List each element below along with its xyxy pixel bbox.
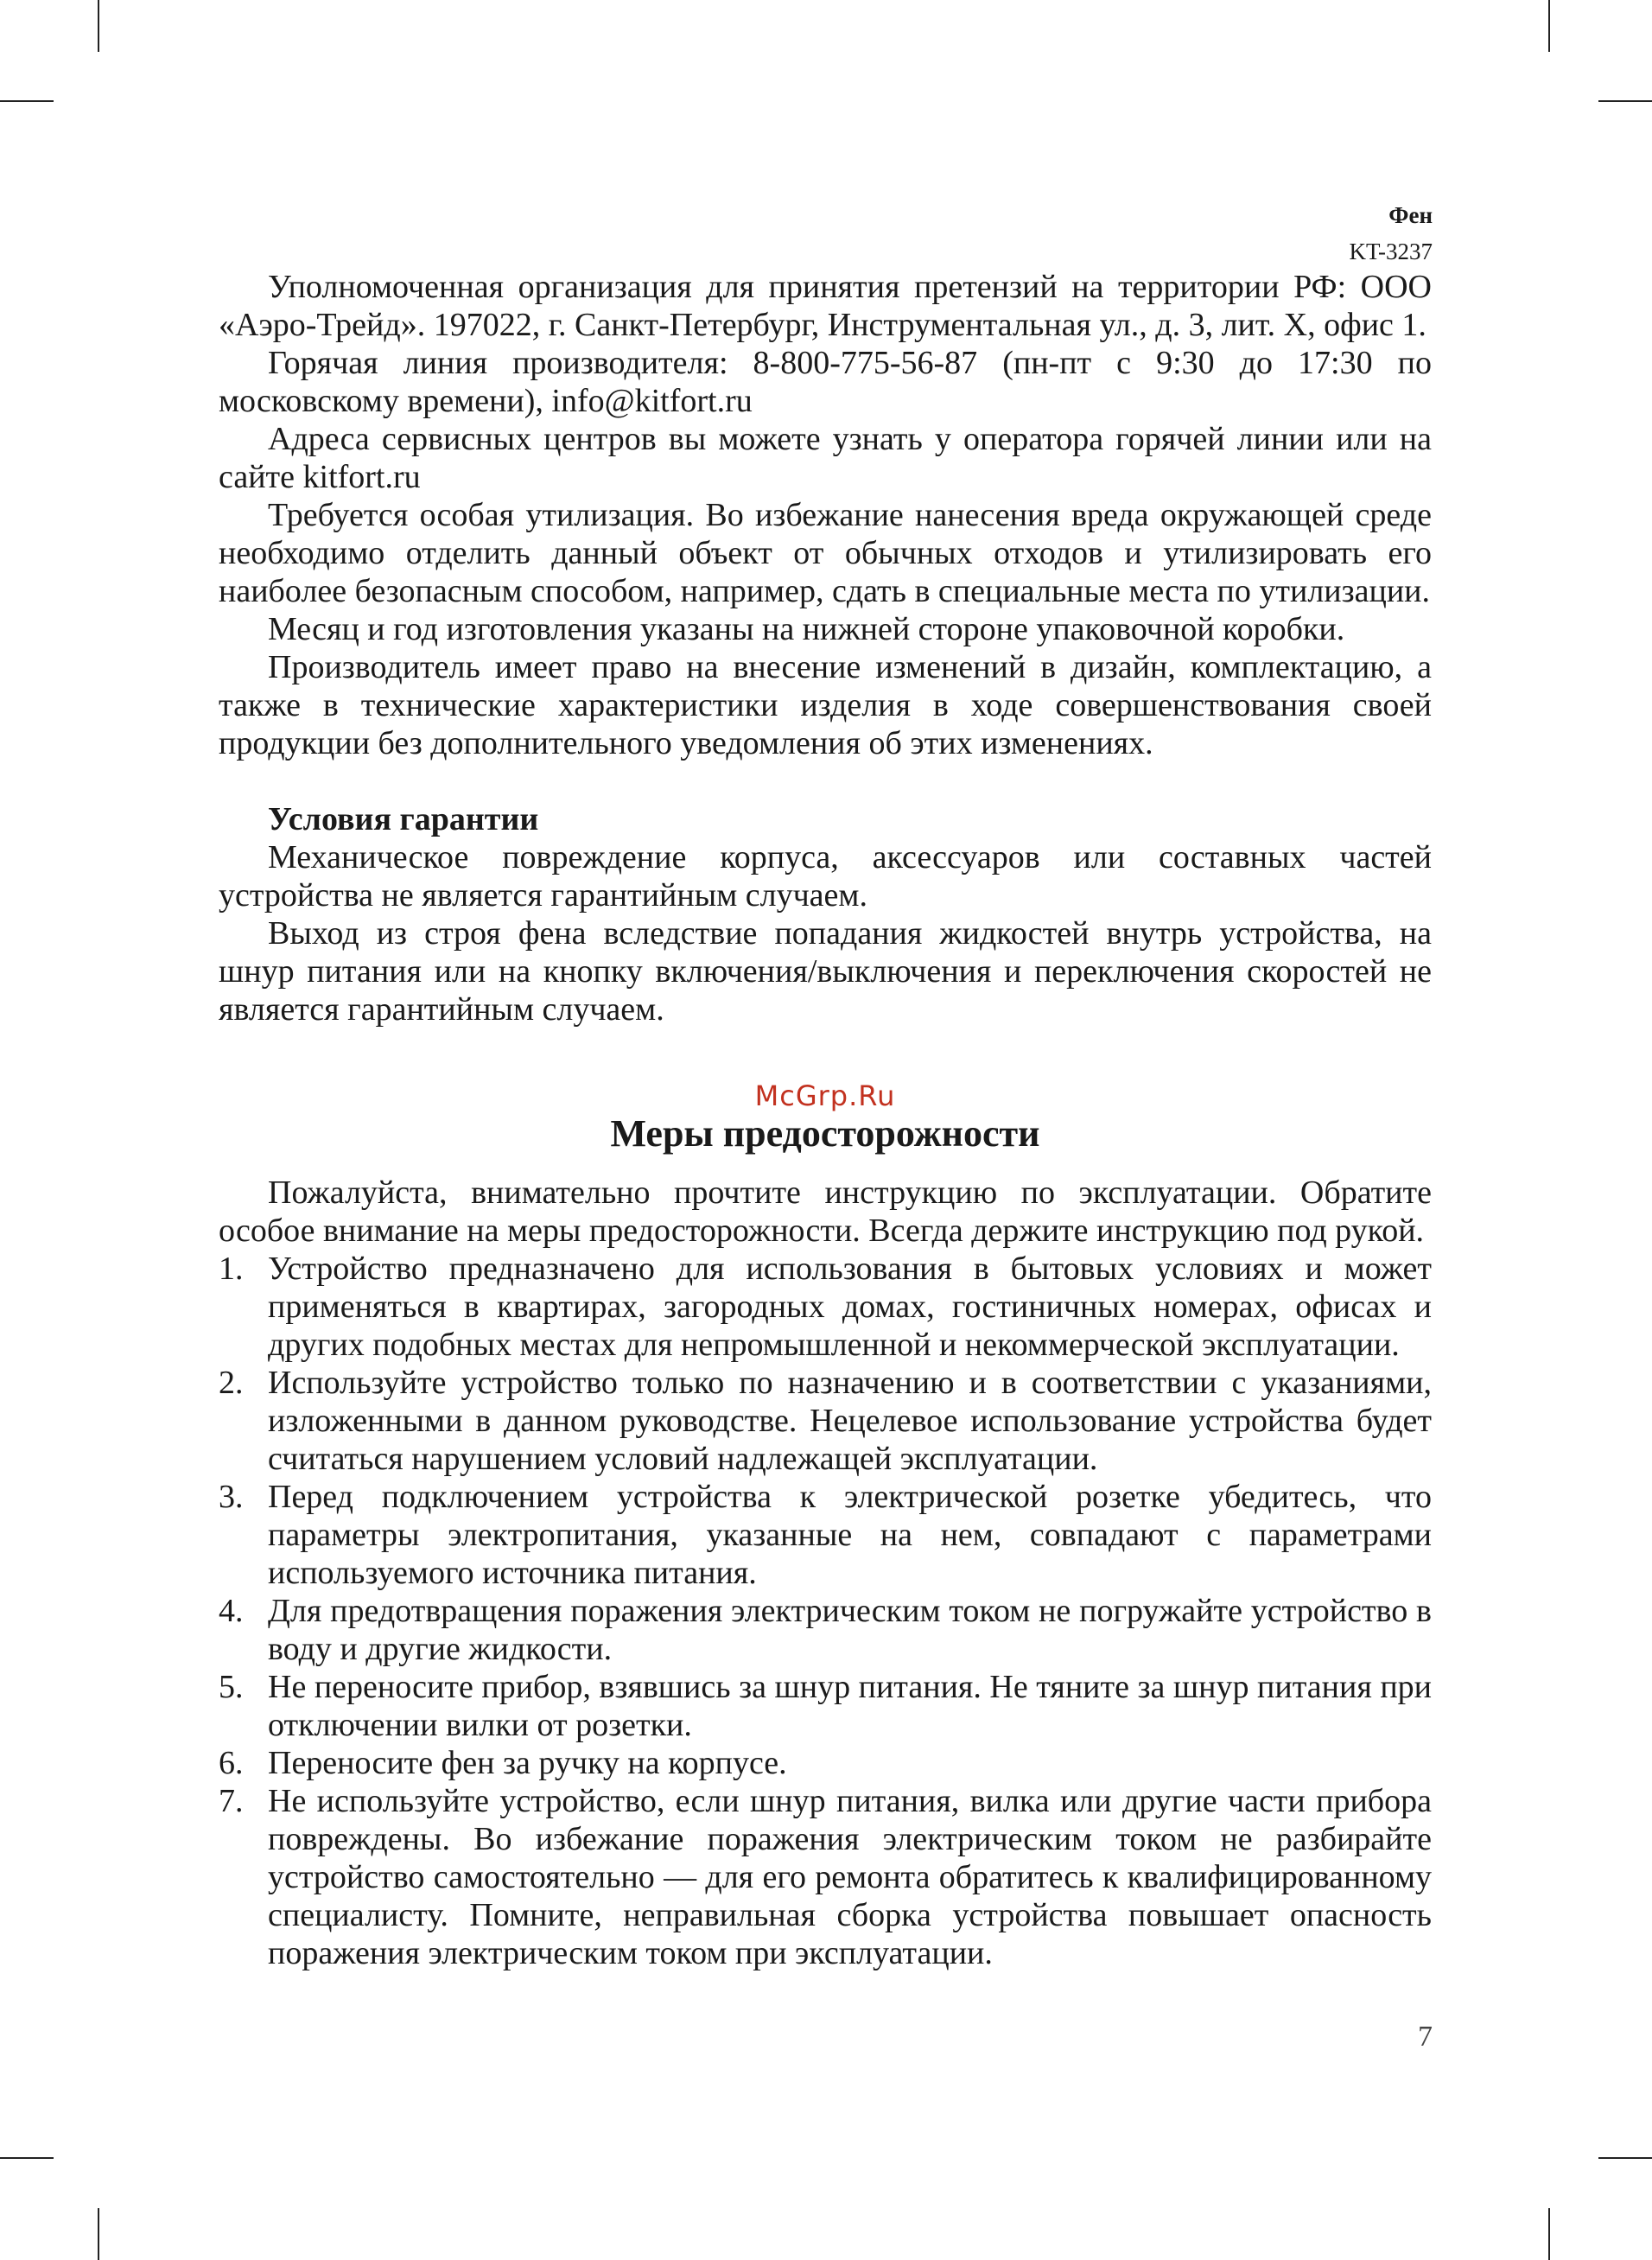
list-item-text: Не используйте устройство, если шнур питания, вилка или другие части прибора повреждены. Во избежание поражения электрическим током не разбирайте устройство самостоятельно — для его ремонта обратитесь к квалифицированному специалисту. Помните, неправильная сборка устройства повышает опасность поражения электрическим током при эксплуатации. [268, 1783, 1432, 1971]
crop-mark [0, 2157, 54, 2159]
list-item-number: 7. [219, 1783, 244, 1819]
document-body [219, 268, 1432, 1972]
crop-mark [0, 100, 54, 102]
page-number: 7 [1418, 2021, 1433, 2053]
list-item [219, 1744, 1432, 1782]
section-title: Меры предосторожности [610, 1112, 1040, 1155]
crop-mark [1598, 2157, 1652, 2159]
list-item-number: 3. [219, 1479, 244, 1515]
list-item [219, 1668, 1432, 1744]
paragraph: Производитель имеет право на внесение изменений в дизайн, комплектацию, а также в технические характеристики изделия в ходе совершенствования своей продукции без дополнительного уведомления об этих изменениях. [219, 649, 1432, 761]
paragraph: Адреса сервисных центров вы можете узнать у оператора горячей линии или на сайте kitfort.ru [219, 421, 1432, 495]
list-item [219, 1250, 1432, 1364]
header-model: KT-3237 [1349, 239, 1433, 264]
paragraph: Уполномоченная организация для принятия претензий на территории РФ: ООО «Аэро-Трейд». 197022, г. Санкт-Петербург, Инструментальная ул., д. 3, лит. Х, офис 1. [219, 269, 1432, 343]
list-item-text: Перед подключением устройства к электрической розетке убедитесь, что параметры электропитания, указанные на нем, совпадают с параметрами используемого источника питания. [268, 1479, 1432, 1591]
list-item-text: Используйте устройство только по назначению и в соответствии с указаниями, изложенными в данном руководстве. Нецелевое использование устройства будет считаться нарушением условий надлежащей эксплуатации. [268, 1365, 1432, 1477]
crop-mark [98, 2208, 99, 2260]
list-item-text: Устройство предназначено для использования в бытовых условиях и может применяться в квартирах, загородных домах, гостиничных номерах, офисах и других подобных местах для непромышленной и некоммерческой эксплуатации. [268, 1251, 1432, 1363]
list-item-text: Не переносите прибор, взявшись за шнур питания. Не тяните за шнур питания при отключении вилки от розетки. [268, 1669, 1432, 1743]
precautions-list [219, 1250, 1432, 1972]
list-item-text: Для предотвращения поражения электрическим током не погружайте устройство в воду и другие жидкости. [268, 1593, 1432, 1667]
header-product: Фен [1388, 202, 1433, 228]
watermark-text: McGrp.Ru [754, 1079, 896, 1112]
list-item [219, 1364, 1432, 1478]
crop-mark [1598, 100, 1652, 102]
paragraph: Требуется особая утилизация. Во избежание нанесения вреда окружающей среде необходимо отделить данный объект от обычных отходов и утилизировать его наиболее безопасным способом, например, сдать в специальные места по утилизации. [219, 497, 1432, 609]
list-item-text: Переносите фен за ручку на корпусе. [268, 1745, 787, 1781]
list-item-number: 1. [219, 1251, 244, 1287]
list-item-number: 4. [219, 1593, 244, 1629]
crop-mark [1548, 2208, 1550, 2260]
warranty-paragraph: Механическое повреждение корпуса, аксессуаров или составных частей устройства не является гарантийным случаем. [219, 839, 1432, 914]
list-item [219, 1782, 1432, 1972]
crop-mark [1548, 0, 1550, 52]
page-header [1349, 197, 1433, 270]
list-item-number: 2. [219, 1365, 244, 1401]
paragraph: Месяц и год изготовления указаны на нижней стороне упаковочной коробки. [268, 611, 1345, 647]
crop-mark [98, 0, 99, 52]
warranty-heading: Условия гарантии [268, 801, 539, 837]
list-item [219, 1478, 1432, 1592]
list-item-number: 5. [219, 1669, 244, 1705]
list-item [219, 1592, 1432, 1668]
paragraph: Горячая линия производителя: 8-800-775-56-87 (пн-пт с 9:30 до 17:30 по московскому времени), info@kitfort.ru [219, 345, 1432, 419]
list-item-number: 6. [219, 1745, 244, 1781]
warranty-paragraph: Выход из строя фена вследствие попадания жидкостей внутрь устройства, на шнур питания или на кнопку включения/выключения и переключения скоростей не является гарантийным случаем. [219, 915, 1432, 1028]
precautions-intro: Пожалуйста, внимательно прочтите инструкцию по эксплуатации. Обратите особое внимание на меры предосторожности. Всегда держите инструкцию под рукой. [219, 1175, 1432, 1249]
